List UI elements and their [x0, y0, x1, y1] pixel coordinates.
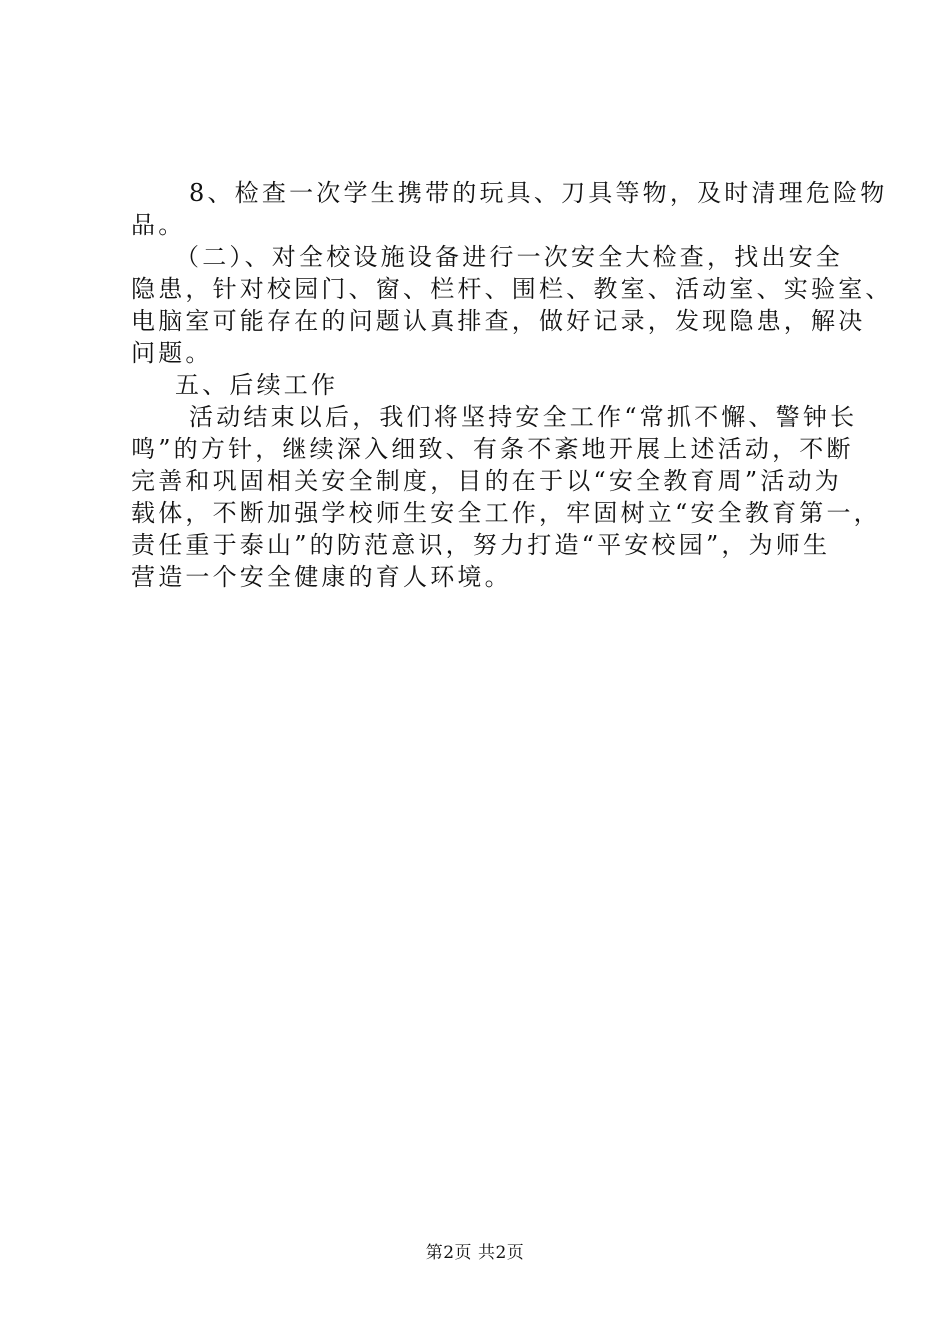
- text-line: 营造一个安全健康的育人环境。: [131, 563, 512, 591]
- text-line: 电脑室可能存在的问题认真排查，做好记录，发现隐患，解决: [131, 307, 866, 335]
- text-line: 隐患，针对校园门、窗、栏杆、围栏、教室、活动室、实验室、: [131, 275, 893, 303]
- text-line: 鸣”的方针，继续深入细致、有条不紊地开展上述活动，不断: [131, 435, 854, 463]
- text-line: 责任重于泰山”的防范意识，努力打造“平安校园”，为师生: [131, 531, 831, 559]
- text-line: （二）、对全校设施设备进行一次安全大检查，找出安全: [175, 243, 843, 271]
- text-line: 载体，不断加强学校师生安全工作，牢固树立“安全教育第一，: [131, 499, 881, 527]
- text-line: 活动结束以后，我们将坚持安全工作“常抓不懈、警钟长: [189, 403, 858, 431]
- page-number-footer: 第2页 共2页: [425, 1243, 525, 1263]
- text-line: 完善和巩固相关安全制度，目的在于以“安全教育周”活动为: [131, 467, 842, 495]
- text-line: 8、检查一次学生携带的玩具、刀具等物，及时清理危险物: [189, 179, 888, 207]
- body-text: [131, 177, 893, 593]
- text-line: 问题。: [131, 339, 213, 367]
- text-line: 品。: [131, 211, 186, 239]
- section-heading: 五、后续工作: [175, 371, 339, 399]
